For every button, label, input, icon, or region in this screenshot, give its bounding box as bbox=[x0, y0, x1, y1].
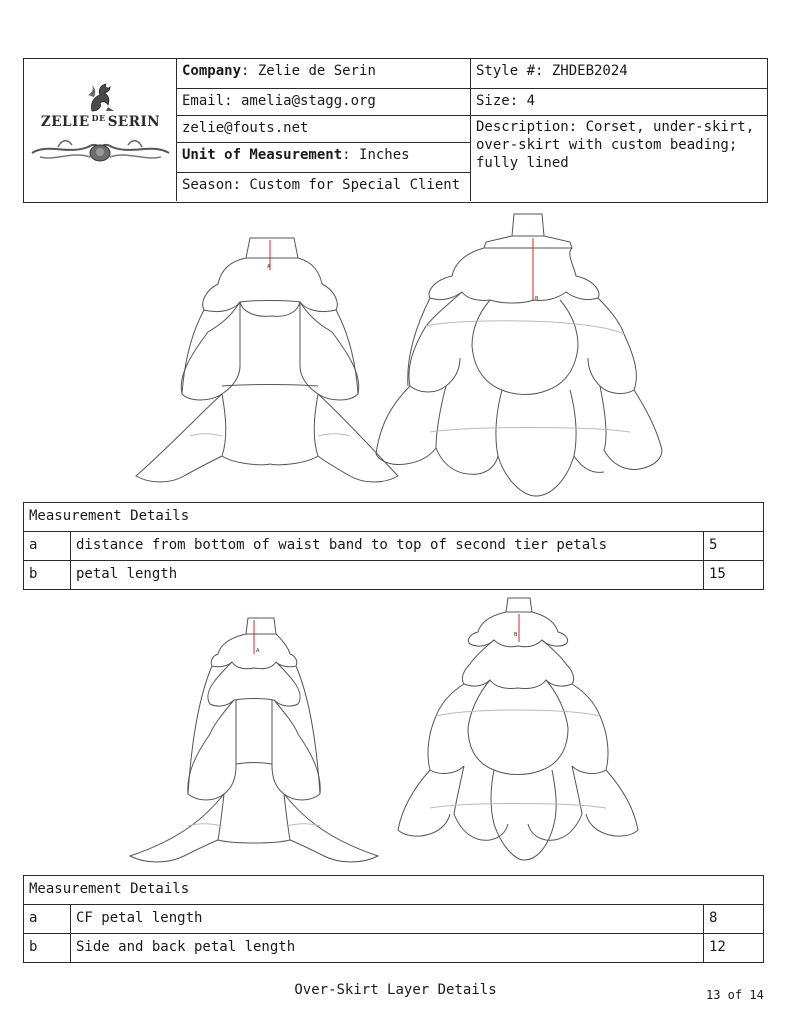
row-value: 5 bbox=[709, 537, 718, 553]
email-field: Email: amelia@stagg.org bbox=[177, 88, 470, 115]
row-description: distance from bottom of waist band to top of second tier petals bbox=[76, 537, 608, 553]
row-key: a bbox=[29, 910, 38, 926]
row-value: 12 bbox=[709, 939, 726, 955]
measurement-table-1 bbox=[23, 502, 764, 590]
table-row bbox=[24, 560, 763, 589]
size-field: Size: 4 bbox=[471, 88, 767, 115]
row-description: Side and back petal length bbox=[76, 939, 296, 955]
style-info-column bbox=[471, 59, 767, 201]
spec-header bbox=[23, 58, 768, 203]
front-view-sketch-2 bbox=[130, 618, 378, 862]
logo-cell bbox=[24, 59, 177, 201]
back-view-sketch-2 bbox=[398, 598, 638, 860]
marker-a-front-2: A bbox=[256, 648, 260, 654]
row-description: CF petal length bbox=[76, 910, 203, 926]
measurement-table-2 bbox=[23, 875, 764, 963]
description-field: Description: Corset, under-skirt, over-skirt with custom beading; fully lined bbox=[471, 115, 767, 201]
skirt-flat-sketch-1 bbox=[130, 206, 675, 498]
row-description: petal length bbox=[76, 566, 178, 582]
company-field: Company: Zelie de Serin bbox=[182, 63, 376, 79]
email-secondary-field: zelie@fouts.net bbox=[177, 115, 470, 142]
marker-b-back-2: B bbox=[514, 632, 518, 638]
unit-of-measurement-field: Unit of Measurement: Inches bbox=[177, 142, 470, 172]
row-key: b bbox=[29, 939, 38, 955]
table-row bbox=[24, 933, 763, 962]
measurement-table-title: Measurement Details bbox=[29, 508, 190, 524]
style-number-field: Style #: ZHDEB2024 bbox=[476, 63, 628, 79]
back-view-sketch bbox=[376, 214, 662, 496]
table-row bbox=[24, 531, 763, 560]
marker-b-back: B bbox=[535, 296, 539, 302]
row-key: a bbox=[29, 537, 38, 553]
dragon-crest-icon bbox=[82, 81, 118, 113]
row-key: b bbox=[29, 566, 38, 582]
row-value: 8 bbox=[709, 910, 718, 926]
skirt-flat-sketch-2 bbox=[128, 594, 663, 869]
scroll-ornament-icon bbox=[28, 135, 173, 165]
brand-logo-text: ZELIE $^{DE}$ SERIN bbox=[40, 113, 161, 130]
page-title: Over-Skirt Layer Details bbox=[294, 982, 497, 998]
company-info-column bbox=[177, 59, 471, 201]
measurement-table-title: Measurement Details bbox=[29, 881, 190, 897]
row-value: 15 bbox=[709, 566, 726, 582]
table-row bbox=[24, 904, 763, 933]
season-field: Season: Custom for Special Client bbox=[177, 172, 470, 201]
front-view-sketch bbox=[136, 238, 398, 482]
page-number: 13 of 14 bbox=[706, 988, 764, 1002]
marker-a-front: A bbox=[267, 264, 271, 270]
